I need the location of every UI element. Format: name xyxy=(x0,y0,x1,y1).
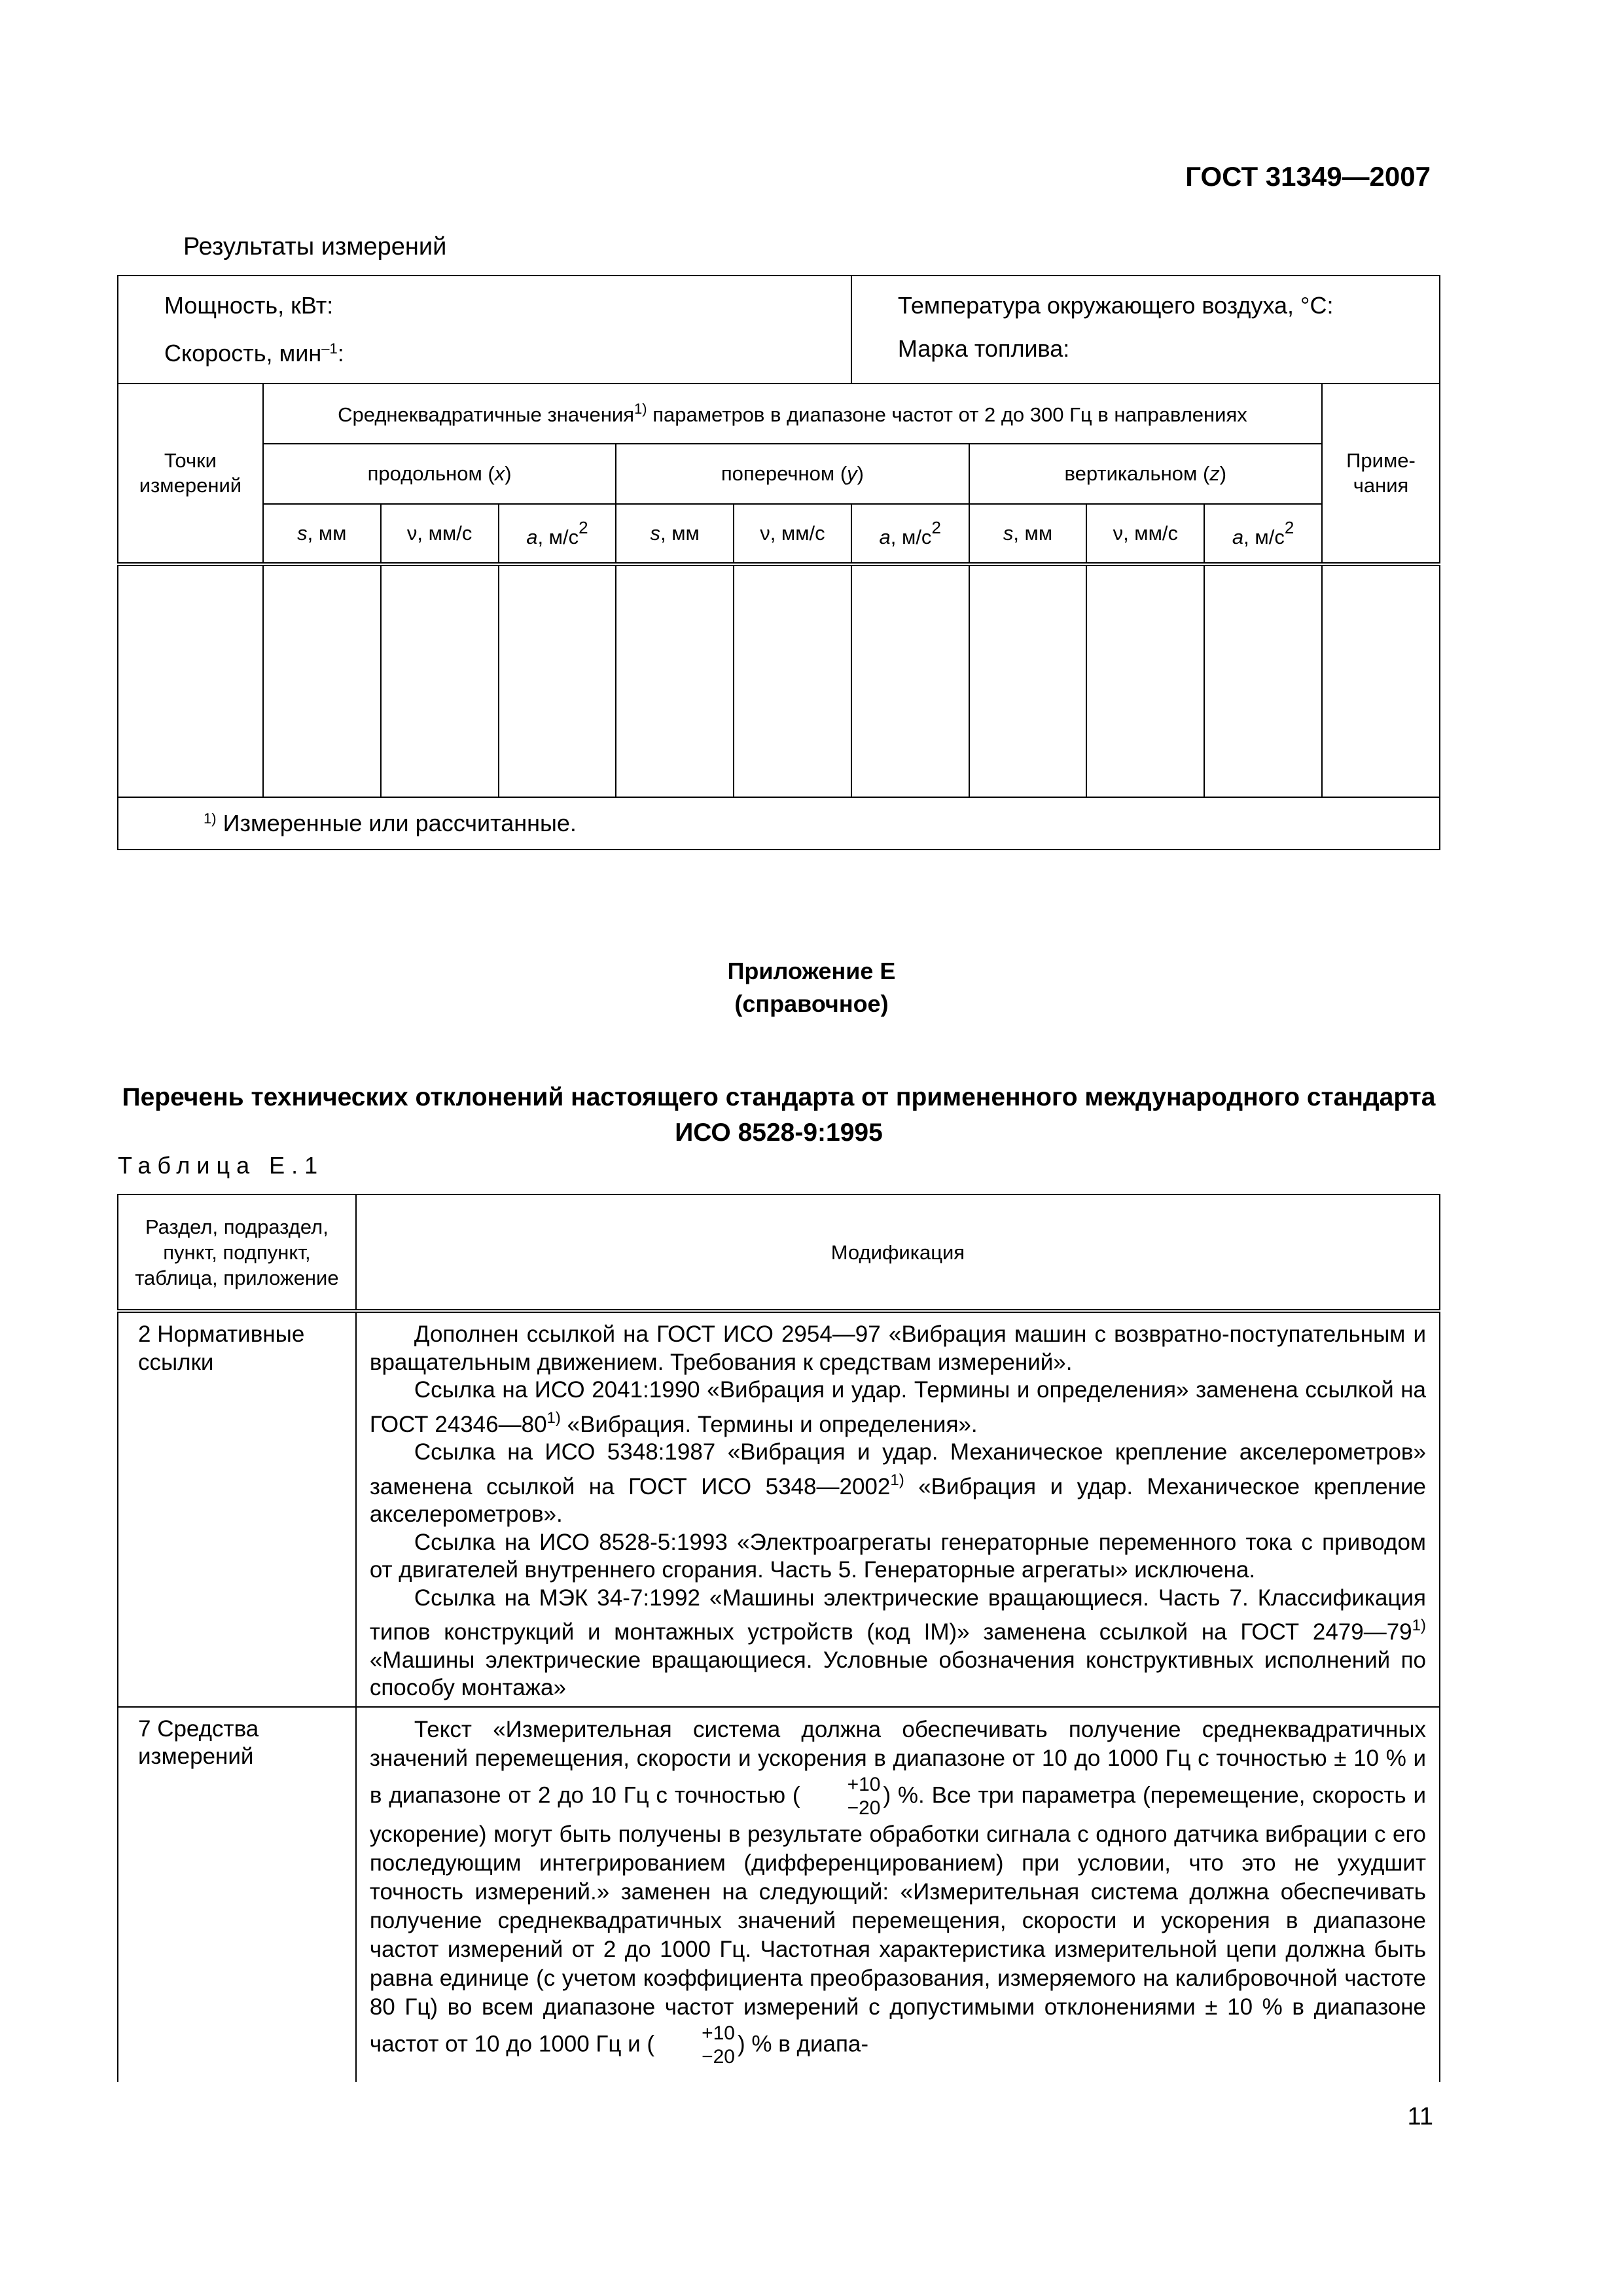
appendix-title: Приложение Е xyxy=(727,958,896,984)
direction-y-header: поперечном (y) xyxy=(616,444,969,504)
direction-z-header: вертикальном (z) xyxy=(969,444,1322,504)
unit-a-x: a, $м/с^2$ xyxy=(499,504,616,564)
deviations-table xyxy=(117,1194,1440,2082)
empty-data-row xyxy=(118,564,1440,797)
results-footnote: $^{1)}$ Измеренные или рассчитанные. xyxy=(118,797,1440,850)
unit-a-y: a, $м/с^2$ xyxy=(851,504,969,564)
fuel-label: Марка топлива: xyxy=(897,335,1070,362)
speed-label: Скорость, мин$^{-1}$: xyxy=(164,340,344,367)
document-code: ГОСТ 31349—2007 xyxy=(1185,161,1431,192)
power-speed-cell xyxy=(118,276,851,384)
page-number: 11 xyxy=(1407,2103,1433,2130)
unit-s-y: s, мм xyxy=(616,504,734,564)
power-label: Мощность, кВт: xyxy=(164,292,334,319)
row-modification: Дополнен ссылкой на ГОСТ ИСО 2954—97 «Вибрация машин с возвратно-поступательным и вращательным движением. Требования к средствам измерений». Ссылка на ИСО 2041:1990 «Вибрация и удар. Термины и определения» заменена ссылкой на ГОСТ 24346—80$^{1)}$ «Вибрация. Термины и определения». Ссылка на ИСО 5348:1987 «Вибрация и удар. Механическое крепление акселерометров» заменена ссылкой на ГОСТ ИСО 5348—2002$^{1)}$ «Вибрация и удар. Механическое крепление акселерометров». Ссылка на ИСО 8528-5:1993 «Электроагрегаты генераторные переменного тока с приводом от двигателей внутреннего сгорания. Часть 5. Генераторные агрегаты» исключена. Ссылка на МЭК 34-7:1992 «Машины электрические вращающиеся. Часть 7. Классификация типов конструкций и монтажных устройств (код IM)» заменена ссылкой на ГОСТ 2479—79$^{1)}$ «Машины электрические вращающиеся. Условные обозначения конструктивных исполнений по способу монтажа» xyxy=(356,1311,1440,1707)
row-section-label: 2 Нормативные ссылки xyxy=(118,1311,356,1707)
row-modification: Текст «Измерительная система должна обеспечивать получение среднеквадратичных значений перемещения, скорости и ускорения в диапазоне от 10 до 1000 Гц с точностью ± 10 % и в диапазоне от 2 до 10 Гц с точностью ( +10 −20 ) %. Все три параметра (перемещение, скорость и ускорение) могут быть получены в результате обработки сигнала с одного датчика вибрации с его последующим интегрированием (дифференцированием) при условии, что это не ухудшит точность измерений.» заменен на следующий: «Измерительная система должна обеспечивать получение среднеквадратичных значений перемещения, скорости и ускорения в диапазоне частот измерений от 2 до 1000 Гц. Частотная характеристика измерительной цепи должна быть равна единице (с учетом коэффициента преобразования, измеряемого на калибровочной частоте 80 Гц) во всем диапазоне частот измерений с допустимыми отклонениями ± 10 % в диапазоне частот от 10 до 1000 Гц и ( +10 −20 ) % в диапа- xyxy=(356,1707,1440,2082)
temp-fuel-cell xyxy=(851,276,1440,384)
unit-v-x: ν, мм/с xyxy=(381,504,499,564)
unit-s-x: s, мм xyxy=(263,504,381,564)
tolerance-fraction: +10 −20 xyxy=(702,2022,735,2068)
unit-v-y: ν, мм/с xyxy=(734,504,851,564)
notes-header: Приме- чания xyxy=(1322,384,1440,564)
appendix-heading: Перечень технических отклонений настоящего стандарта от примененного международного стандарта ИСО 8528-9:1995 xyxy=(122,1083,1436,1147)
temperature-label: Температура окружающего воздуха, °С: xyxy=(897,292,1334,319)
unit-v-z: ν, мм/с xyxy=(1086,504,1204,564)
row-section-label: 7 Средства измерений xyxy=(118,1707,356,2082)
col-section-header: Раздел, подраздел, пункт, подпункт, таблица, приложение xyxy=(118,1194,356,1311)
results-table xyxy=(117,275,1440,850)
direction-x-header: продольном (x) xyxy=(263,444,616,504)
unit-s-z: s, мм xyxy=(969,504,1087,564)
col-modification-header: Модификация xyxy=(356,1194,1440,1311)
points-header: Точки измерений xyxy=(118,384,263,564)
tolerance-fraction: +10 −20 xyxy=(847,1773,881,1819)
appendix-subtitle: (справочное) xyxy=(734,990,889,1017)
results-caption: Результаты измерений xyxy=(183,233,447,260)
table-label: Таблица Е.1 xyxy=(118,1152,325,1179)
table-row xyxy=(118,1707,1440,2082)
table-row xyxy=(118,1311,1440,1707)
unit-a-z: a, $м/с^2$ xyxy=(1204,504,1322,564)
rms-header: Среднеквадратичные значения$^{1)}$ параметров в диапазоне частот от 2 до 300 Гц в направлениях xyxy=(263,384,1322,444)
